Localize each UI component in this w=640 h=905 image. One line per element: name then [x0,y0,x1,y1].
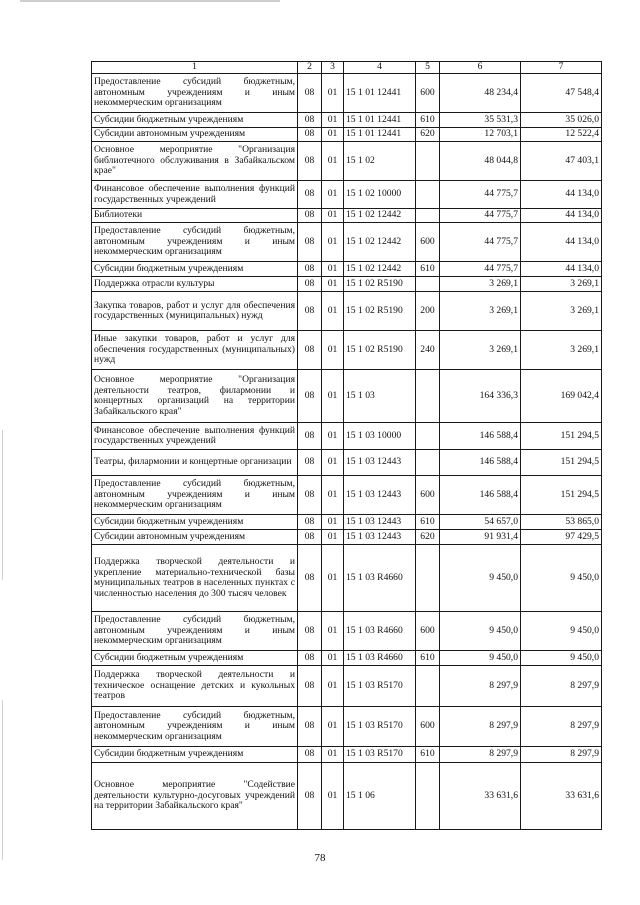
target-article-cell: 15 1 03 R5170 [344,666,416,707]
amount-year1-cell: 12 703,1 [440,128,521,142]
amount-year1-cell: 8 297,9 [440,707,521,747]
subsection-code-cell: 01 [322,476,344,515]
amount-year2-cell: 8 297,9 [521,666,602,707]
amount-year1-cell: 44 775,7 [440,262,521,277]
table-row [92,747,602,763]
amount-year2-cell: 44 134,0 [521,223,602,262]
table-row [92,209,602,223]
subsection-code-cell: 01 [322,74,344,113]
target-article-cell: 15 1 02 [344,142,416,181]
expense-type-cell: 600 [416,74,440,113]
section-code-cell: 08 [298,747,322,763]
expense-type-cell: 240 [416,331,440,370]
header-cell: 7 [521,62,602,74]
amount-year1-cell: 3 269,1 [440,331,521,370]
page-number: 78 [314,852,326,864]
expense-type-cell [416,763,440,830]
section-code-cell: 08 [298,707,322,747]
target-article-cell: 15 1 03 12443 [344,530,416,545]
amount-year1-cell: 9 450,0 [440,545,521,612]
budget-table [91,61,602,830]
table-row [92,515,602,530]
item-name-cell: Финансовое обеспечение выполнения функций государственных учреждений [92,423,298,450]
item-name-cell: Иные закупки товаров, работ и услуг для обеспечения государственных (муниципальных) нужд [92,331,298,370]
expense-type-cell: 610 [416,747,440,763]
amount-year2-cell: 151 294,5 [521,423,602,450]
expense-type-cell: 610 [416,651,440,666]
target-article-cell: 15 1 01 12441 [344,113,416,128]
header-cell: 3 [322,62,344,74]
section-code-cell: 08 [298,763,322,830]
item-name-cell: Библиотеки [92,209,298,223]
expense-type-cell [416,277,440,292]
table-row [92,277,602,292]
item-name-cell: Предоставление субсидий бюджетным, автономным учреждениям и иным некоммерческим организациям [92,476,298,515]
table-row [92,370,602,423]
item-name-cell: Поддержка отрасли культуры [92,277,298,292]
item-name-cell: Поддержка творческой деятельности и укрепление материально-технической базы муниципальных театров в населенных пунктах с численностью населения до 300 тысяч человек [92,545,298,612]
section-code-cell: 08 [298,142,322,181]
table-row [92,262,602,277]
section-code-cell: 08 [298,74,322,113]
amount-year2-cell: 12 522,4 [521,128,602,142]
expense-type-cell: 610 [416,262,440,277]
header-cell: 5 [416,62,440,74]
table-row [92,181,602,209]
expense-type-cell: 600 [416,476,440,515]
table-row [92,74,602,113]
amount-year1-cell: 8 297,9 [440,747,521,763]
subsection-code-cell: 01 [322,262,344,277]
scan-artifact-line [20,0,280,2]
scan-artifact-line [2,700,3,860]
table-row [92,113,602,128]
section-code-cell: 08 [298,666,322,707]
section-code-cell: 08 [298,651,322,666]
amount-year1-cell: 44 775,7 [440,223,521,262]
subsection-code-cell: 01 [322,128,344,142]
expense-type-cell [416,209,440,223]
target-article-cell: 15 1 01 12441 [344,74,416,113]
subsection-code-cell: 01 [322,181,344,209]
target-article-cell: 15 1 02 R5190 [344,292,416,331]
amount-year2-cell: 47 548,4 [521,74,602,113]
table-row [92,666,602,707]
item-name-cell: Субсидии бюджетным учреждениям [92,747,298,763]
expense-type-cell: 620 [416,128,440,142]
amount-year1-cell: 164 336,3 [440,370,521,423]
section-code-cell: 08 [298,181,322,209]
amount-year1-cell: 48 234,4 [440,74,521,113]
table-row [92,128,602,142]
amount-year1-cell: 44 775,7 [440,209,521,223]
amount-year2-cell: 9 450,0 [521,545,602,612]
table-row [92,292,602,331]
amount-year2-cell: 44 134,0 [521,181,602,209]
target-article-cell: 15 1 03 12443 [344,515,416,530]
expense-type-cell [416,423,440,450]
item-name-cell: Субсидии автономным учреждениям [92,530,298,545]
subsection-code-cell: 01 [322,747,344,763]
item-name-cell: Основное мероприятие "Организация деятельности театров, филармонии и концертных организаций на территории Забайкальского края" [92,370,298,423]
section-code-cell: 08 [298,331,322,370]
amount-year1-cell: 35 531,3 [440,113,521,128]
target-article-cell: 15 1 03 [344,370,416,423]
target-article-cell: 15 1 01 12441 [344,128,416,142]
item-name-cell: Субсидии бюджетным учреждениям [92,262,298,277]
table-row [92,223,602,262]
item-name-cell: Финансовое обеспечение выполнения функций государственных учреждений [92,181,298,209]
item-name-cell: Субсидии бюджетным учреждениям [92,515,298,530]
section-code-cell: 08 [298,209,322,223]
amount-year1-cell: 146 588,4 [440,476,521,515]
table-row [92,450,602,476]
table-row [92,545,602,612]
section-code-cell: 08 [298,515,322,530]
section-code-cell: 08 [298,113,322,128]
section-code-cell: 08 [298,612,322,651]
amount-year2-cell: 8 297,9 [521,707,602,747]
subsection-code-cell: 01 [322,331,344,370]
target-article-cell: 15 1 03 R4660 [344,651,416,666]
amount-year1-cell: 54 657,0 [440,515,521,530]
amount-year1-cell: 3 269,1 [440,277,521,292]
header-row [92,62,602,74]
item-name-cell: Закупка товаров, работ и услуг для обеспечения государственных (муниципальных) нужд [92,292,298,331]
budget-table-container [91,61,601,830]
amount-year1-cell: 33 631,6 [440,763,521,830]
subsection-code-cell: 01 [322,292,344,331]
item-name-cell: Основное мероприятие "Организация библиотечного обслуживания в Забайкальском крае" [92,142,298,181]
expense-type-cell [416,181,440,209]
target-article-cell: 15 1 03 12443 [344,450,416,476]
amount-year2-cell: 97 429,5 [521,530,602,545]
target-article-cell: 15 1 02 R5190 [344,277,416,292]
section-code-cell: 08 [298,476,322,515]
amount-year2-cell: 8 297,9 [521,747,602,763]
amount-year1-cell: 9 450,0 [440,651,521,666]
table-row [92,142,602,181]
expense-type-cell [416,370,440,423]
subsection-code-cell: 01 [322,223,344,262]
amount-year2-cell: 3 269,1 [521,292,602,331]
expense-type-cell [416,450,440,476]
target-article-cell: 15 1 02 12442 [344,209,416,223]
amount-year2-cell: 9 450,0 [521,612,602,651]
amount-year1-cell: 91 931,4 [440,530,521,545]
expense-type-cell: 200 [416,292,440,331]
amount-year2-cell: 33 631,6 [521,763,602,830]
subsection-code-cell: 01 [322,450,344,476]
section-code-cell: 08 [298,262,322,277]
subsection-code-cell: 01 [322,277,344,292]
section-code-cell: 08 [298,423,322,450]
table-row [92,707,602,747]
subsection-code-cell: 01 [322,612,344,651]
header-cell: 1 [92,62,298,74]
expense-type-cell: 600 [416,612,440,651]
expense-type-cell [416,666,440,707]
item-name-cell: Субсидии автономным учреждениям [92,128,298,142]
subsection-code-cell: 01 [322,666,344,707]
target-article-cell: 15 1 02 10000 [344,181,416,209]
amount-year2-cell: 151 294,5 [521,476,602,515]
expense-type-cell [416,142,440,181]
expense-type-cell: 610 [416,515,440,530]
table-row [92,530,602,545]
subsection-code-cell: 01 [322,545,344,612]
item-name-cell: Предоставление субсидий бюджетным, автономным учреждениям и иным некоммерческим организациям [92,612,298,651]
subsection-code-cell: 01 [322,651,344,666]
target-article-cell: 15 1 03 R5170 [344,747,416,763]
section-code-cell: 08 [298,277,322,292]
amount-year2-cell: 44 134,0 [521,209,602,223]
target-article-cell: 15 1 02 R5190 [344,331,416,370]
amount-year2-cell: 53 865,0 [521,515,602,530]
amount-year1-cell: 8 297,9 [440,666,521,707]
amount-year1-cell: 48 044,8 [440,142,521,181]
target-article-cell: 15 1 02 12442 [344,262,416,277]
item-name-cell: Основное мероприятие "Содействие деятельности культурно-досуговых учреждений на территории Забайкальского края" [92,763,298,830]
section-code-cell: 08 [298,128,322,142]
header-cell: 2 [298,62,322,74]
amount-year2-cell: 47 403,1 [521,142,602,181]
amount-year1-cell: 44 775,7 [440,181,521,209]
target-article-cell: 15 1 03 R5170 [344,707,416,747]
item-name-cell: Предоставление субсидий бюджетным, автономным учреждениям и иным некоммерческим организациям [92,707,298,747]
target-article-cell: 15 1 02 12442 [344,223,416,262]
subsection-code-cell: 01 [322,707,344,747]
item-name-cell: Предоставление субсидий бюджетным, автономным учреждениям и иным некоммерческим организациям [92,223,298,262]
subsection-code-cell: 01 [322,370,344,423]
expense-type-cell: 610 [416,113,440,128]
target-article-cell: 15 1 03 10000 [344,423,416,450]
table-row [92,763,602,830]
item-name-cell: Театры, филармонии и концертные организации [92,450,298,476]
table-row [92,651,602,666]
amount-year2-cell: 3 269,1 [521,331,602,370]
target-article-cell: 15 1 06 [344,763,416,830]
section-code-cell: 08 [298,530,322,545]
table-body [92,74,602,830]
amount-year1-cell: 146 588,4 [440,423,521,450]
table-row [92,331,602,370]
amount-year2-cell: 35 026,0 [521,113,602,128]
amount-year1-cell: 9 450,0 [440,612,521,651]
header-cell: 4 [344,62,416,74]
amount-year2-cell: 169 042,4 [521,370,602,423]
item-name-cell: Субсидии бюджетным учреждениям [92,113,298,128]
subsection-code-cell: 01 [322,423,344,450]
item-name-cell: Субсидии бюджетным учреждениям [92,651,298,666]
section-code-cell: 08 [298,450,322,476]
amount-year2-cell: 44 134,0 [521,262,602,277]
expense-type-cell: 600 [416,223,440,262]
expense-type-cell: 620 [416,530,440,545]
subsection-code-cell: 01 [322,209,344,223]
subsection-code-cell: 01 [322,113,344,128]
amount-year2-cell: 9 450,0 [521,651,602,666]
section-code-cell: 08 [298,292,322,331]
table-row [92,423,602,450]
section-code-cell: 08 [298,223,322,262]
subsection-code-cell: 01 [322,515,344,530]
header-cell: 6 [440,62,521,74]
section-code-cell: 08 [298,545,322,612]
amount-year2-cell: 3 269,1 [521,277,602,292]
scan-artifact-line [2,430,3,580]
table-row [92,476,602,515]
subsection-code-cell: 01 [322,530,344,545]
subsection-code-cell: 01 [322,142,344,181]
item-name-cell: Поддержка творческой деятельности и техническое оснащение детских и кукольных театров [92,666,298,707]
item-name-cell: Предоставление субсидий бюджетным, автономным учреждениям и иным некоммерческим организациям [92,74,298,113]
target-article-cell: 15 1 03 R4660 [344,612,416,651]
amount-year2-cell: 151 294,5 [521,450,602,476]
subsection-code-cell: 01 [322,763,344,830]
amount-year1-cell: 3 269,1 [440,292,521,331]
table-row [92,612,602,651]
target-article-cell: 15 1 03 R4660 [344,545,416,612]
expense-type-cell [416,545,440,612]
target-article-cell: 15 1 03 12443 [344,476,416,515]
section-code-cell: 08 [298,370,322,423]
expense-type-cell: 600 [416,707,440,747]
amount-year1-cell: 146 588,4 [440,450,521,476]
